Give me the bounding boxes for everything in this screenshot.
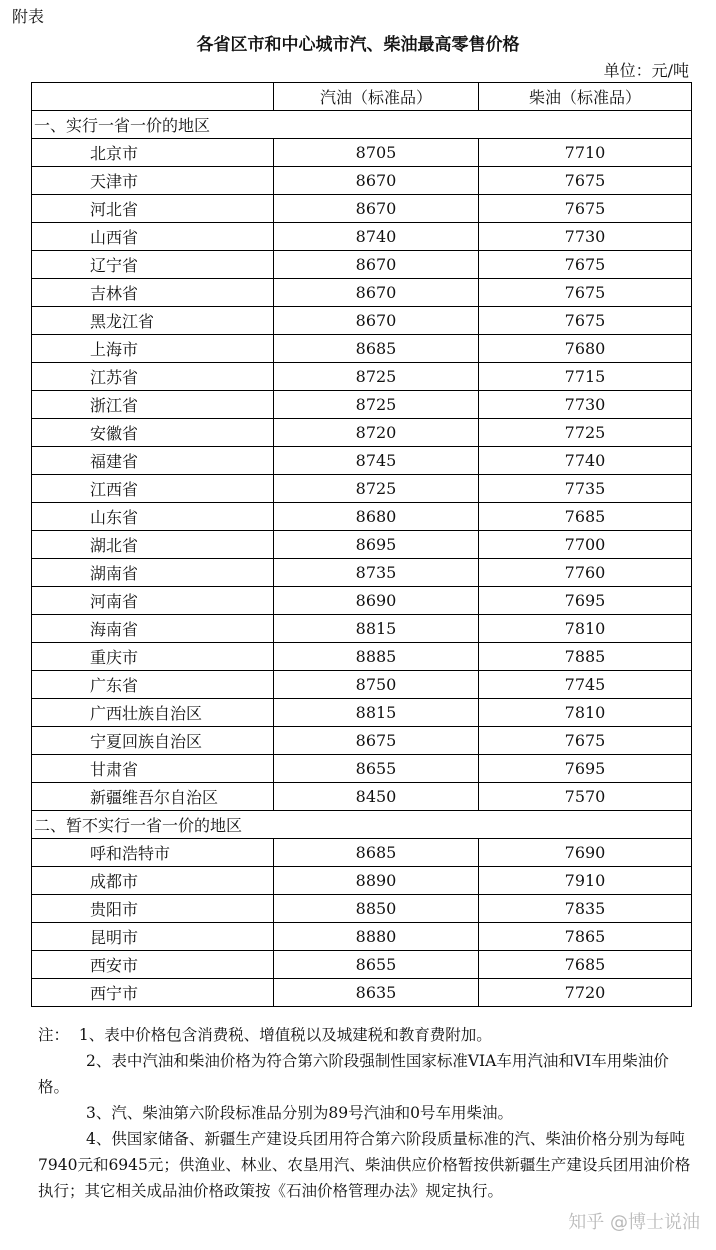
diesel-price: 7570: [479, 783, 692, 811]
region-name: 山西省: [32, 223, 274, 251]
gasoline-price: 8685: [274, 839, 479, 867]
diesel-price: 7690: [479, 839, 692, 867]
region-name: 甘肃省: [32, 755, 274, 783]
diesel-price: 7745: [479, 671, 692, 699]
table-row: [32, 475, 692, 503]
region-name: 江西省: [32, 475, 274, 503]
header-gasoline: 汽油（标准品）: [274, 83, 479, 111]
region-name: 海南省: [32, 615, 274, 643]
region-name: 福建省: [32, 447, 274, 475]
table-row: [32, 671, 692, 699]
gasoline-price: 8885: [274, 643, 479, 671]
table-row: [32, 167, 692, 195]
diesel-price: 7685: [479, 951, 692, 979]
gasoline-price: 8670: [274, 279, 479, 307]
diesel-price: 7695: [479, 587, 692, 615]
gasoline-price: 8815: [274, 699, 479, 727]
table-row: [32, 391, 692, 419]
table-row: [32, 139, 692, 167]
region-name: 北京市: [32, 139, 274, 167]
diesel-price: 7675: [479, 251, 692, 279]
diesel-price: 7835: [479, 895, 692, 923]
diesel-price: 7730: [479, 223, 692, 251]
region-name: 河南省: [32, 587, 274, 615]
gasoline-price: 8635: [274, 979, 479, 1007]
table-row: [32, 531, 692, 559]
section-row: [32, 811, 692, 839]
page-title: 各省区市和中心城市汽、柴油最高零售价格: [196, 35, 520, 55]
region-name: 宁夏回族自治区: [32, 727, 274, 755]
gasoline-price: 8675: [274, 727, 479, 755]
section-row: [32, 111, 692, 139]
table-row: [32, 951, 692, 979]
gasoline-price: 8750: [274, 671, 479, 699]
gasoline-price: 8450: [274, 783, 479, 811]
gasoline-price: 8725: [274, 363, 479, 391]
header-diesel: 柴油（标准品）: [479, 83, 692, 111]
table-row: [32, 755, 692, 783]
gasoline-price: 8890: [274, 867, 479, 895]
gasoline-price: 8685: [274, 335, 479, 363]
region-name: 西安市: [32, 951, 274, 979]
table-row: [32, 419, 692, 447]
notes: [38, 1022, 693, 1204]
region-name: 西宁市: [32, 979, 274, 1007]
section-title: 二、暂不实行一省一价的地区: [32, 811, 692, 839]
region-name: 辽宁省: [32, 251, 274, 279]
table-row: [32, 699, 692, 727]
gasoline-price: 8735: [274, 559, 479, 587]
diesel-price: 7675: [479, 167, 692, 195]
gasoline-price: 8655: [274, 951, 479, 979]
diesel-price: 7730: [479, 391, 692, 419]
region-name: 上海市: [32, 335, 274, 363]
diesel-price: 7865: [479, 923, 692, 951]
gasoline-price: 8705: [274, 139, 479, 167]
diesel-price: 7720: [479, 979, 692, 1007]
region-name: 黑龙江省: [32, 307, 274, 335]
diesel-price: 7735: [479, 475, 692, 503]
gasoline-price: 8670: [274, 195, 479, 223]
table-row: [32, 503, 692, 531]
region-name: 湖北省: [32, 531, 274, 559]
gasoline-price: 8695: [274, 531, 479, 559]
table-row: [32, 923, 692, 951]
table-row: [32, 251, 692, 279]
gasoline-price: 8745: [274, 447, 479, 475]
table-row: [32, 587, 692, 615]
table-row: [32, 783, 692, 811]
table-row: [32, 839, 692, 867]
note-2: 2、表中汽油和柴油价格为符合第六阶段强制性国家标准VIA车用汽油和VI车用柴油价格。: [38, 1052, 669, 1096]
table-row: [32, 867, 692, 895]
watermark: 知乎 @博士说油: [568, 1212, 700, 1233]
unit-label: 单位：元/吨: [603, 61, 689, 80]
table-row: [32, 279, 692, 307]
table-row: [32, 335, 692, 363]
region-name: 河北省: [32, 195, 274, 223]
gasoline-price: 8670: [274, 251, 479, 279]
diesel-price: 7740: [479, 447, 692, 475]
diesel-price: 7695: [479, 755, 692, 783]
gasoline-price: 8655: [274, 755, 479, 783]
price-table: [31, 82, 692, 1007]
diesel-price: 7675: [479, 279, 692, 307]
diesel-price: 7810: [479, 699, 692, 727]
gasoline-price: 8815: [274, 615, 479, 643]
table-row: [32, 195, 692, 223]
table-row: [32, 307, 692, 335]
diesel-price: 7700: [479, 531, 692, 559]
gasoline-price: 8720: [274, 419, 479, 447]
gasoline-price: 8670: [274, 307, 479, 335]
region-name: 广西壮族自治区: [32, 699, 274, 727]
section-title: 一、实行一省一价的地区: [32, 111, 692, 139]
diesel-price: 7675: [479, 307, 692, 335]
region-name: 贵阳市: [32, 895, 274, 923]
table-row: [32, 895, 692, 923]
diesel-price: 7715: [479, 363, 692, 391]
diesel-price: 7725: [479, 419, 692, 447]
diesel-price: 7675: [479, 195, 692, 223]
region-name: 湖南省: [32, 559, 274, 587]
region-name: 呼和浩特市: [32, 839, 274, 867]
table-row: [32, 727, 692, 755]
diesel-price: 7685: [479, 503, 692, 531]
note-1: 注： 1、表中价格包含消费税、增值税以及城建税和教育费附加。: [38, 1026, 492, 1044]
gasoline-price: 8680: [274, 503, 479, 531]
gasoline-price: 8670: [274, 167, 479, 195]
table-row: [32, 643, 692, 671]
region-name: 吉林省: [32, 279, 274, 307]
table-header-row: [32, 83, 692, 111]
region-name: 天津市: [32, 167, 274, 195]
diesel-price: 7675: [479, 727, 692, 755]
diesel-price: 7810: [479, 615, 692, 643]
region-name: 浙江省: [32, 391, 274, 419]
region-name: 重庆市: [32, 643, 274, 671]
region-name: 江苏省: [32, 363, 274, 391]
table-row: [32, 447, 692, 475]
note-4: 4、供国家储备、新疆生产建设兵团用符合第六阶段质量标准的汽、柴油价格分别为每吨7940元和6945元；供渔业、林业、农垦用汽、柴油供应价格暂按供新疆生产建设兵团用油价格执行；其它相关成品油价格政策按《石油价格管理办法》规定执行。: [38, 1130, 691, 1200]
table-row: [32, 559, 692, 587]
diesel-price: 7710: [479, 139, 692, 167]
table-row: [32, 223, 692, 251]
diesel-price: 7885: [479, 643, 692, 671]
region-name: 安徽省: [32, 419, 274, 447]
note-3: 3、汽、柴油第六阶段标准品分别为89号汽油和0号车用柴油。: [86, 1104, 513, 1122]
region-name: 山东省: [32, 503, 274, 531]
region-name: 新疆维吾尔自治区: [32, 783, 274, 811]
header-region: [32, 83, 274, 111]
region-name: 昆明市: [32, 923, 274, 951]
gasoline-price: 8725: [274, 391, 479, 419]
gasoline-price: 8850: [274, 895, 479, 923]
table-row: [32, 979, 692, 1007]
gasoline-price: 8690: [274, 587, 479, 615]
diesel-price: 7760: [479, 559, 692, 587]
gasoline-price: 8725: [274, 475, 479, 503]
gasoline-price: 8740: [274, 223, 479, 251]
region-name: 广东省: [32, 671, 274, 699]
region-name: 成都市: [32, 867, 274, 895]
gasoline-price: 8880: [274, 923, 479, 951]
table-row: [32, 363, 692, 391]
attachment-label: 附表: [12, 7, 45, 26]
table-row: [32, 615, 692, 643]
diesel-price: 7680: [479, 335, 692, 363]
diesel-price: 7910: [479, 867, 692, 895]
